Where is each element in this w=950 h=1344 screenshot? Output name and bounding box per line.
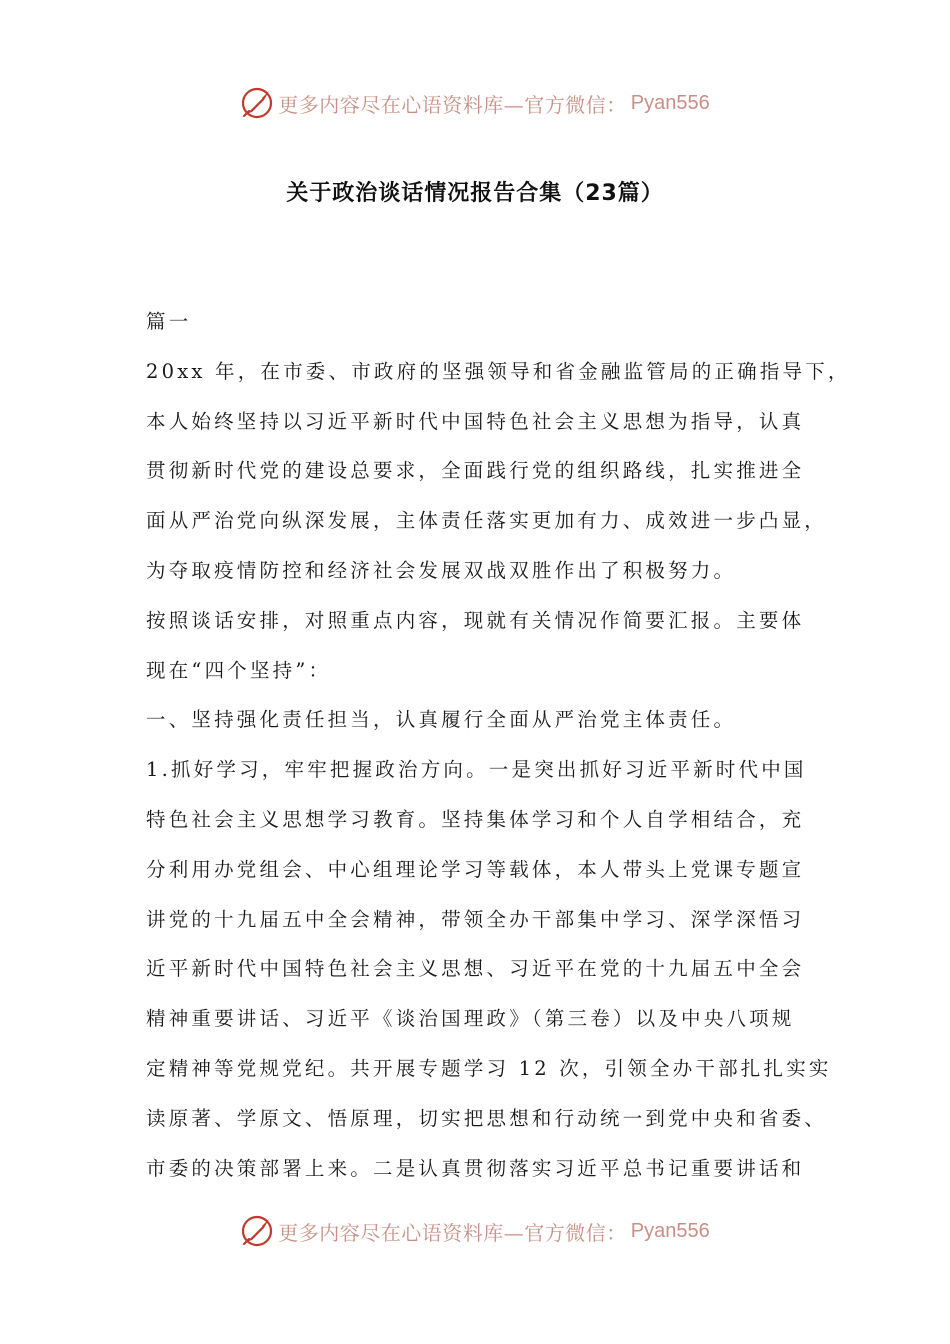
body-line: 1.抓好学习，牢牢把握政治方向。一是突出抓好习近平新时代中国 [146,758,807,782]
body-line: 面从严治党向纵深发展，主体责任落实更加有力、成效进一步凸显， [146,509,828,533]
body-line: 精神重要讲话、习近平《谈治国理政》（第三卷）以及中央八项规 [146,1007,795,1031]
quill-logo-icon [240,86,274,120]
body-line: 市委的决策部署上来。二是认真贯彻落实习近平总书记重要讲话和 [146,1156,805,1180]
body-line: 篇一 [146,310,192,333]
body-line: 现在“四个坚持”： [146,658,332,682]
body-line: 读原著、学原文、悟原理，切实把思想和行动统一到党中央和省委、 [146,1106,828,1130]
body-line: 讲党的十九届五中全会精神，带领全办干部集中学习、深学深悟习 [146,907,805,931]
watermark-text: 更多内容尽在心语资料库—官方微信： [278,92,627,117]
watermark-banner-top [0,83,950,123]
body-line: 按照谈话安排，对照重点内容，现就有关情况作简要汇报。主要体 [146,608,805,632]
body-line: 贯彻新时代党的建设总要求，全面践行党的组织路线，扎实推进全 [146,459,805,483]
watermark-handle: Pyan556 [630,1219,710,1242]
body-line: 为夺取疫情防控和经济社会发展双战双胜作出了积极努力。 [146,558,737,582]
quill-logo-icon [240,1214,274,1248]
body-line: 分利用办党组会、中心组理论学习等载体，本人带头上党课专题宣 [146,857,805,881]
body-line: 定精神等党规党纪。共开展专题学习 12 次，引领全办干部扎扎实实 [146,1056,832,1080]
watermark-text: 更多内容尽在心语资料库—官方微信： [278,1220,627,1245]
document-body [146,297,851,1193]
body-line: 特色社会主义思想学习教育。坚持集体学习和个人自学相结合，充 [146,807,805,831]
watermark-banner-bottom [0,1211,950,1251]
watermark-handle: Pyan556 [630,91,710,114]
body-line: 本人始终坚持以习近平新时代中国特色社会主义思想为指导，认真 [146,409,805,433]
body-line: 一、坚持强化责任担当，认真履行全面从严治党主体责任。 [146,708,737,732]
body-line: 近平新时代中国特色社会主义思想、习近平在党的十九届五中全会 [146,957,805,981]
document-title: 关于政治谈话情况报告合集（23篇） [286,181,664,206]
body-line: 20xx 年，在市委、市政府的坚强领导和省金融监管局的正确指导下， [146,359,851,383]
